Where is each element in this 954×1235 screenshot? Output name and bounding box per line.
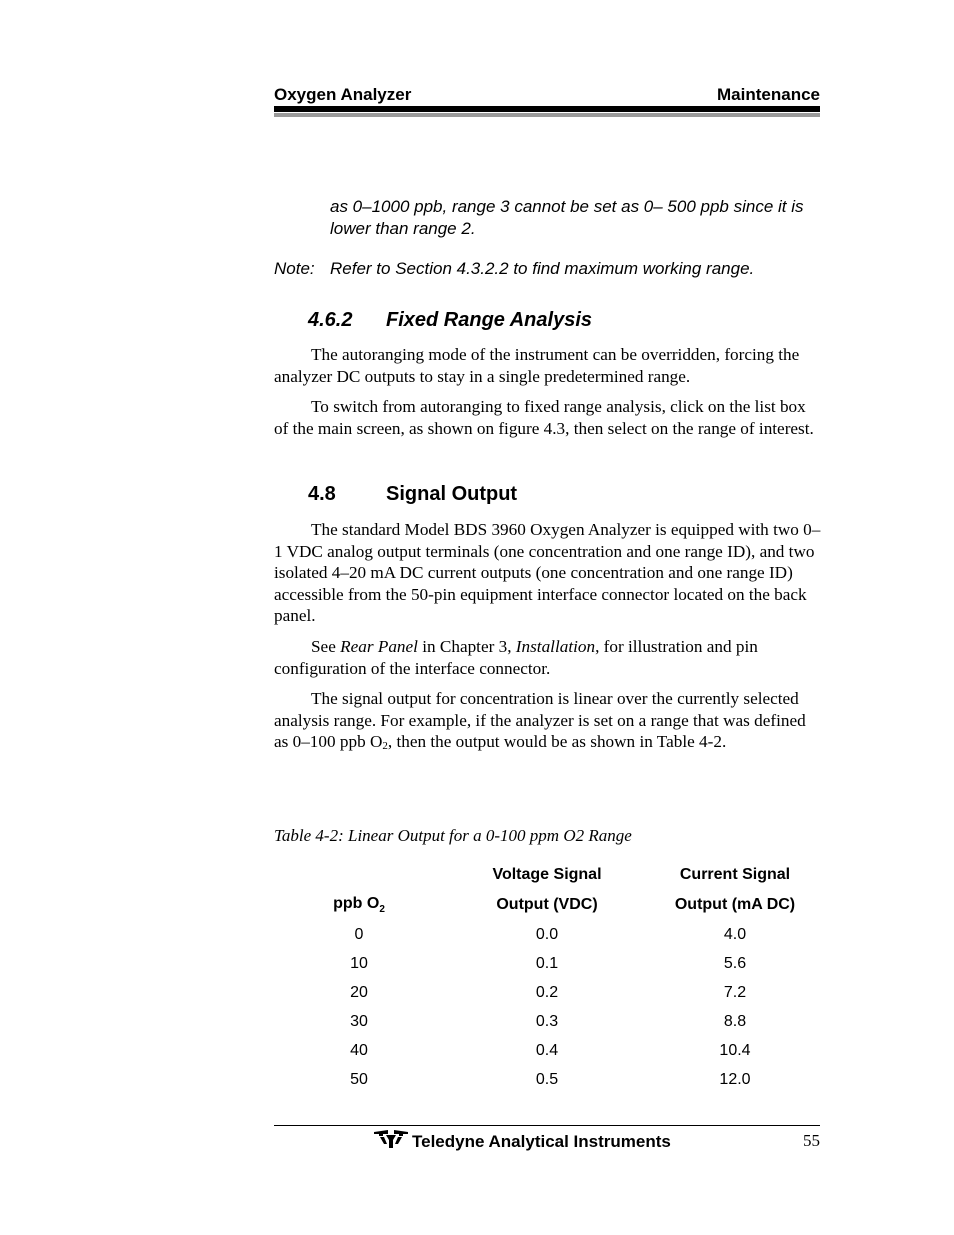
page-number: 55 <box>803 1131 820 1150</box>
paragraph: See Rear Panel in Chapter 3, Installation, for illustration and pin configuration of the interface connector. <box>274 636 758 678</box>
table-cell: 5.6 <box>723 954 747 972</box>
table-cell: 0 <box>354 925 364 943</box>
section-heading-4-8 <box>308 483 517 506</box>
table-row <box>274 1036 820 1065</box>
rear-panel-reference: Rear Panel <box>340 636 418 656</box>
note <box>274 258 824 280</box>
paragraph: The signal output for concentration is linear over the currently selected analysis range. For example, if the analyzer is set on a range that was defined as 0–100 ppb $O_2$, then the output would be as shown in Table 4-2. <box>274 689 806 753</box>
header-cell-ppb: ppb $O_2$ <box>333 894 385 916</box>
header-cell <box>274 860 444 890</box>
header-rule <box>274 106 820 112</box>
table-header-row <box>274 860 820 890</box>
table-cell: 0.5 <box>535 1070 559 1088</box>
table-cell: 30 <box>350 1012 368 1030</box>
section-title: Fixed Range Analysis <box>386 309 592 331</box>
paragraph: To switch from autoranging to fixed range analysis, click on the list box of the main screen, as shown on figure 4.3, then select on the range of interest. <box>274 397 814 438</box>
header-rule-shadow <box>274 113 820 117</box>
table-cell: 50 <box>350 1070 368 1088</box>
note-text: Refer to Section 4.3.2.2 to find maximum working range. <box>330 259 755 278</box>
table-header-row <box>274 890 820 920</box>
output-table <box>274 860 820 1094</box>
table-row <box>274 1065 820 1094</box>
footer-rule <box>274 1125 820 1126</box>
table-cell: 0.0 <box>535 925 559 943</box>
header-cell: Output (mA DC) <box>674 896 796 913</box>
table-row <box>274 1007 820 1036</box>
section-heading-4-6-2 <box>308 309 592 332</box>
table-cell: 40 <box>350 1041 368 1059</box>
table-cell: 12.0 <box>719 1070 751 1088</box>
section-4-8-body <box>274 519 822 767</box>
table-cell: 8.8 <box>723 1012 747 1030</box>
running-header-title: Oxygen Analyzer <box>274 85 412 104</box>
table-row <box>274 949 820 978</box>
section-number: 4.8 <box>308 483 336 505</box>
section-title: Signal Output <box>386 483 518 505</box>
continued-note-text: as 0–1000 ppb, range 3 cannot be set as 0– 500 ppb since it is lower than range 2. <box>330 197 804 238</box>
footer-brand <box>374 1130 671 1153</box>
header-cell: Output (VDC) <box>496 896 598 913</box>
table-cell: 0.2 <box>535 983 559 1001</box>
table-cell: 0.4 <box>535 1041 559 1059</box>
paragraph: The autoranging mode of the instrument can be overridden, forcing the analyzer DC outputs to stay in a single predetermined range. <box>274 345 800 386</box>
table-row <box>274 978 820 1007</box>
paragraph: The standard Model BDS 3960 Oxygen Analyzer is equipped with two 0–1 VDC analog output terminals (one concentration and one range ID), and two isolated 4–20 mA DC current outputs (one concentration and one range ID) accessible from the 50-pin equipment interface connector located on the back panel. <box>274 520 821 626</box>
table-cell: 4.0 <box>723 925 747 943</box>
table-cell: 10 <box>350 954 368 972</box>
header-cell: Current Signal <box>679 866 791 883</box>
table-cell: 0.1 <box>535 954 559 972</box>
table-cell: 0.3 <box>535 1012 559 1030</box>
table-row <box>274 920 820 949</box>
installation-reference: Installation <box>515 636 596 656</box>
table-caption: Table 4-2: Linear Output for a 0-100 ppm O2 Range <box>274 826 632 845</box>
table-cell: 20 <box>350 983 368 1001</box>
note-label: Note: <box>274 259 315 278</box>
table-cell: 10.4 <box>719 1041 751 1059</box>
header-cell: Voltage Signal <box>492 866 602 883</box>
section-number: 4.6.2 <box>308 309 353 331</box>
teledyne-logo-icon <box>374 1130 412 1153</box>
running-header-section: Maintenance <box>717 85 820 104</box>
section-4-6-2-body <box>274 344 822 448</box>
footer-brand-text: Teledyne Analytical Instruments <box>412 1131 671 1151</box>
table-cell: 7.2 <box>723 983 747 1001</box>
